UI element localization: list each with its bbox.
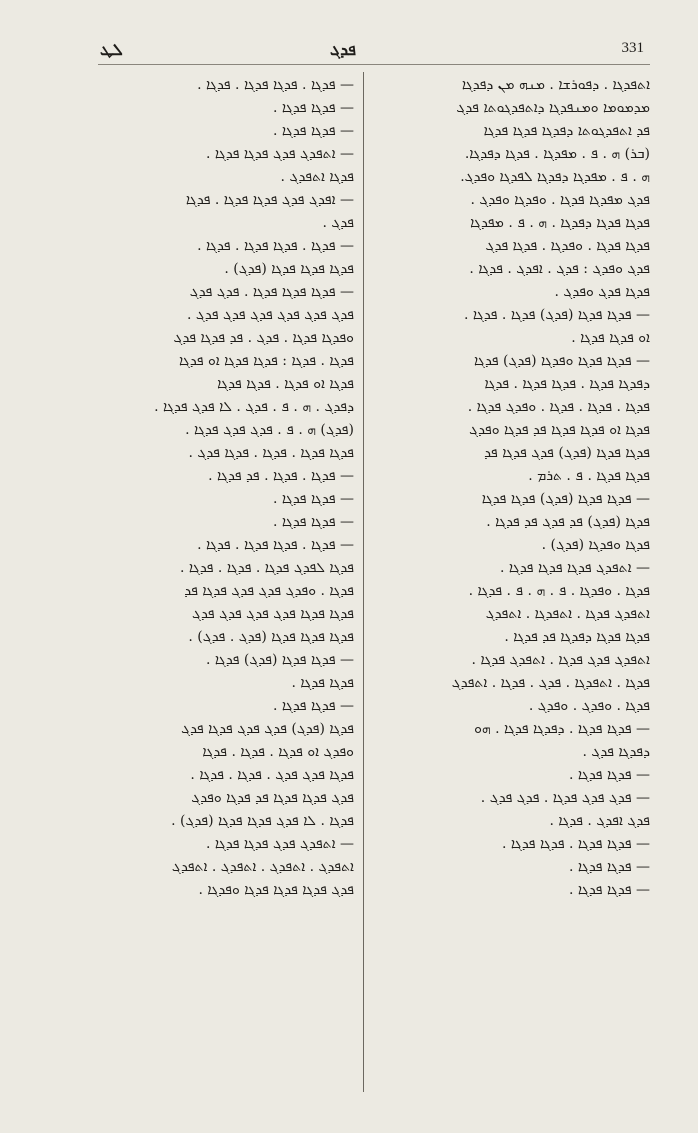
text-line: ܦܕܓܐ . ܘܦܕܓܐ . ܦ . ܗ . ܦ . ܦܕܓܐ . — [468, 583, 650, 599]
text-line: ܦܕܓܐ ܦܕܓܐ ܦܕܓ ܦܕܓ ܦܕܓ ܦܕܓ — [192, 606, 354, 622]
text-line: ܦܕܓܐ ܐܘ ܦܕܓܐ ܦܕܓܐ ܦܕ ܦܕܓܐ ܘܦܕܓ — [469, 422, 650, 438]
text-line: ܦܕܓܐ ܦܕܓܐ . ܦ . ܬܪܡ . — [528, 468, 650, 484]
text-line: ܐܬܦܕܓ ܦܕܓܐ . ܐܬܦܕܓܐ . ܐܬܦܕܓ — [485, 606, 650, 622]
text-line: — ܦܕܓܐ . ܦܕܓܐ ܦܕܓܐ . ܦܕܓܐ . — [197, 537, 354, 553]
text-line: ܕܦܕܓ . ܗ . ܦ . ܦܕܓ . ܠܐ ܦܕܓ ܦܕܓܐ . — [154, 399, 354, 415]
text-line: ܘܦܕܓ ܐܘ ܦܕܓܐ . ܦܕܓܐ . ܦܕܓܐ — [202, 744, 354, 760]
text-line: — ܐܬܦܕܓ ܦܕܓ ܦܕܓܐ ܦܕܓܐ . — [205, 146, 354, 162]
text-line: ܦܕܓܐ ܠܦܕܓ ܦܕܓܐ . ܦܕܓܐ . ܦܕܓܐ . — [179, 560, 354, 576]
text-line: — ܦܕܓܐ ܦܕܓܐ . — [569, 882, 650, 898]
text-line: ܦܕܓܐ (ܦܕܓ) ܦܕܓ ܦܕܓ ܦܕܓܐ ܦܕܓ — [181, 721, 354, 737]
text-line: ܦܕܓܐ ܐܘ ܦܕܓܐ . ܦܕܓܐ ܦܕܓܐ — [217, 376, 354, 392]
text-line: ܦܕܓܐ . ܐܬܦܕܓܐ . ܦܕܓ . ܦܕܓܐ . ܐܬܦܕܓ — [451, 675, 650, 691]
text-line: ܦܕܓܐ ܦܕܓ ܦܕܓ . ܦܕܓܐ . ܦܕܓܐ . — [190, 767, 354, 783]
text-line: — ܦܕܓܐ ܦܕܓܐ ܦܕܓܐ . ܦܕܓ ܦܕܓ — [189, 284, 354, 300]
text-line: — ܦܕܓܐ ܦܕܓܐ . — [273, 123, 354, 139]
text-line: ܘܦܕܓܐ ܦܕܓܐ . ܦܕܓ . ܦܕ ܦܕܓܐ ܦܕܓ — [173, 330, 354, 346]
text-line: ܦܕܓܐ (ܦܕܓ) ܦܕ ܦܕܓ ܦܕ ܦܕܓܐ . — [486, 514, 650, 530]
text-line: ܦܕܓܐ ܦܕܓܐ ܕܦܕܓܐ ܦܕ ܦܕܓܐ . — [504, 629, 650, 645]
text-line: — ܦܕܓܐ ܦܕܓܐ . ܦܕܓܐ ܦܕܓܐ . — [502, 836, 650, 852]
text-line: — ܦܕܓܐ ܦܕܓܐ (ܦܕܓ) ܦܕܓܐ . ܦܕܓܐ . — [463, 307, 650, 323]
text-line: (ܦܕܓ) ܗ . ܦ . ܦܕܓ ܦܕܓ ܦܕܓܐ . — [185, 422, 354, 438]
text-line: ܦܕܓ ܦܕܓܐ ܦܕܓܐ ܦܕܓܐ ܘܦܕܓܐ . — [198, 882, 354, 898]
text-line: — ܦܕܓܐ ܦܕܓܐ . ܕܦܕܓܐ ܦܕܓܐ . ܗܘ — [474, 721, 650, 737]
text-line: ܦܕܓ ܦܕܓ ܦܕܓ ܦܕܓ ܦܕܓ ܦܕܓ . — [187, 307, 354, 323]
text-line: ܦܕܓܐ ܦܕܓܐ ܦܕܓܐ (ܦܕܓ) . — [224, 261, 354, 277]
text-line: — ܦܕܓܐ ܦܕܓܐ . — [273, 514, 354, 530]
text-line: — ܐܬܦܕܓ ܦܕܓܐ ܦܕܓܐ ܦܕܓܐ . — [500, 560, 650, 576]
text-line: ܦܕܓܐ ܦܕܓܐ . — [291, 675, 354, 691]
text-line: ܦܕܓܐ ܦܕܓܐ (ܦܕܓ) ܦܕܓ ܦܕܓܐ ܦܕ — [484, 445, 650, 461]
text-line: ܦܕܓ ܦܕܓܐ ܦܕܓܐ ܦܕ ܦܕܓܐ ܘܦܕܓ — [191, 790, 354, 806]
text-line: — ܦܕܓܐ ܦܕܓܐ . — [569, 859, 650, 875]
text-line: ܦܕ ܐܬܦܕܓܘܬܐ ܕܦܕܓܐ ܦܕܓܐ ܦܕܓܐ — [483, 123, 650, 139]
text-line: ܐܘ ܦܕܓܐ ܦܕܓܐ . — [571, 330, 650, 346]
text-line: ܦܕܓܐ . ܘܦܕܓ ܦܕܓ ܦܕܓ ܦܕܓܐ ܦܕ — [184, 583, 354, 599]
text-line: — ܦܕܓ ܦܕܓ ܦܕܓܐ . ܦܕܓ ܦܕܓ . — [480, 790, 650, 806]
text-line: ܡܕܡܘܡܐ ܘܡܢܦܕܓܐ ܕܐܬܦܕܓܘܬܐ ܦܕܓ — [456, 100, 650, 116]
header-rule — [98, 64, 650, 65]
header-center-title: ܦܕܓ — [330, 40, 356, 59]
text-line: ܦܕܓܐ . ܘܦܕܓ . ܘܦܕܓ . — [528, 698, 650, 714]
text-line: ܦܕܓܐ ܦܕܓ ܘܦܕܓ . — [554, 284, 650, 300]
text-line: ܦܕܓ ܡܦܕܓܐ ܦܕܓܐ . ܘܦܕܓܐ ܘܦܕܓ . — [470, 192, 650, 208]
text-line: ܦܕܓܐ ܦܕܓܐ . ܘܦܕܓܐ . ܦܕܓܐ ܦܕܓ — [485, 238, 650, 254]
right-text-column — [374, 74, 650, 902]
text-line: ܦܕܓܐ . ܠܐ ܦܕܓ ܦܕܓܐ ܦܕܓܐ (ܦܕܓ) . — [171, 813, 354, 829]
text-line: ܦܕܓ ܘܦܕܓ : ܦܕܓ . ܐܦܕܓ . ܦܕܓܐ . — [469, 261, 650, 277]
text-line: ܐܬܦܕܓ ܦܕܓ ܦܕܓܐ . ܐܬܦܕܓ ܦܕܓܐ . — [471, 652, 650, 668]
text-line: — ܦܕܓܐ ܦܕܓܐ . — [569, 767, 650, 783]
text-line: — ܐܬܦܕܓ ܦܕܓ ܦܕܓܐ ܦܕܓܐ . — [205, 836, 354, 852]
text-line: ܦܕܓܐ ܘܦܕܓܐ (ܦܕܓ) . — [541, 537, 650, 553]
text-line: — ܦܕܓܐ ܦܕܓܐ ܘܦܕܓܐ (ܦܕܓ) ܦܕܓܐ — [473, 353, 650, 369]
text-line: — ܦܕܓܐ ܦܕܓܐ (ܦܕܓ) ܦܕܓܐ . — [205, 652, 354, 668]
text-line: — ܦܕܓܐ . ܦܕܓܐ . ܦܕ ܦܕܓܐ . — [208, 468, 354, 484]
header-left-catchword: ܠܛ — [100, 40, 123, 59]
text-line: ܕܦܕܓܐ ܦܕܓ . — [582, 744, 650, 760]
page-number: 331 — [621, 40, 644, 56]
text-line: — ܦܕܓܐ ܦܕܓܐ . — [273, 491, 354, 507]
text-line: ܐܬܦܕܓܐ . ܕܦܘܪܫܐ . ܡܢܗ ܡܢ ܕܦܕܓܐ — [461, 77, 650, 93]
text-line: ܕܦܕܓܐ ܦܕܓܐ . ܦܕܓܐ ܦܕܓܐ . ܦܕܓܐ — [484, 376, 650, 392]
text-line: — ܦܕܓܐ . ܦܕܓܐ ܦܕܓܐ . ܦܕܓܐ . — [197, 238, 354, 254]
text-line: ܐܬܦܕܓ . ܐܬܦܕܓ . ܐܬܦܕܓ . ܐܬܦܕܓ — [171, 859, 354, 875]
text-line: ܦܕܓܐ . ܦܕܓܐ . ܦܕܓܐ . ܘܦܕܓ ܦܕܓܐ . — [467, 399, 650, 415]
text-line: ܦܕܓܐ ܐܬܦܕܓ . — [280, 169, 354, 185]
text-line: — ܦܕܓܐ ܦܕܓܐ . — [273, 698, 354, 714]
text-line: — ܐܦܕܓ ܦܕܓ ܦܕܓܐ ܦܕܓܐ . ܦܕܓܐ — [185, 192, 354, 208]
text-line: ܦܕܓ . — [322, 215, 354, 231]
text-line: ܦܕܓ ܐܦܕܓ . ܦܕܓܐ . — [549, 813, 650, 829]
running-header — [0, 40, 698, 64]
text-line: ܦܕܓܐ ܦܕܓܐ ܦܕܓܐ (ܦܕܓ . ܦܕܓ) . — [188, 629, 354, 645]
text-line: — ܦܕܓܐ . ܦܕܓܐ ܦܕܓܐ . ܦܕܓܐ . — [197, 77, 354, 93]
text-line: (ܒܪ) ܗ . ܦ . ܡܦܕܓܐ . ܦܕܓܐ ܕܦܕܓܐ. — [464, 146, 650, 162]
text-line: — ܦܕܓܐ ܦܕܓܐ (ܦܕܓ) ܦܕܓܐ ܦܕܓܐ — [481, 491, 650, 507]
text-line: ܦܕܓܐ . ܦܕܓܐ : ܦܕܓܐ ܦܕܓܐ ܐܘ ܦܕܓܐ — [178, 353, 354, 369]
text-line: ܗ . ܦ . ܡܦܕܓܐ ܕܦܕܓܐ ܠܦܕܓܐ ܘܦܕܓ. — [460, 169, 650, 185]
left-text-column — [102, 74, 354, 902]
text-line: ܦܕܓܐ ܦܕܓܐ . ܦܕܓܐ . ܦܕܓܐ ܦܕܓ . — [188, 445, 354, 461]
text-line: ܦܕܓܐ ܦܕܓܐ ܕܦܕܓܐ . ܗ . ܦ . ܡܦܕܓܐ — [470, 215, 650, 231]
text-line: — ܦܕܓܐ ܦܕܓܐ . — [273, 100, 354, 116]
column-divider — [363, 72, 364, 1092]
